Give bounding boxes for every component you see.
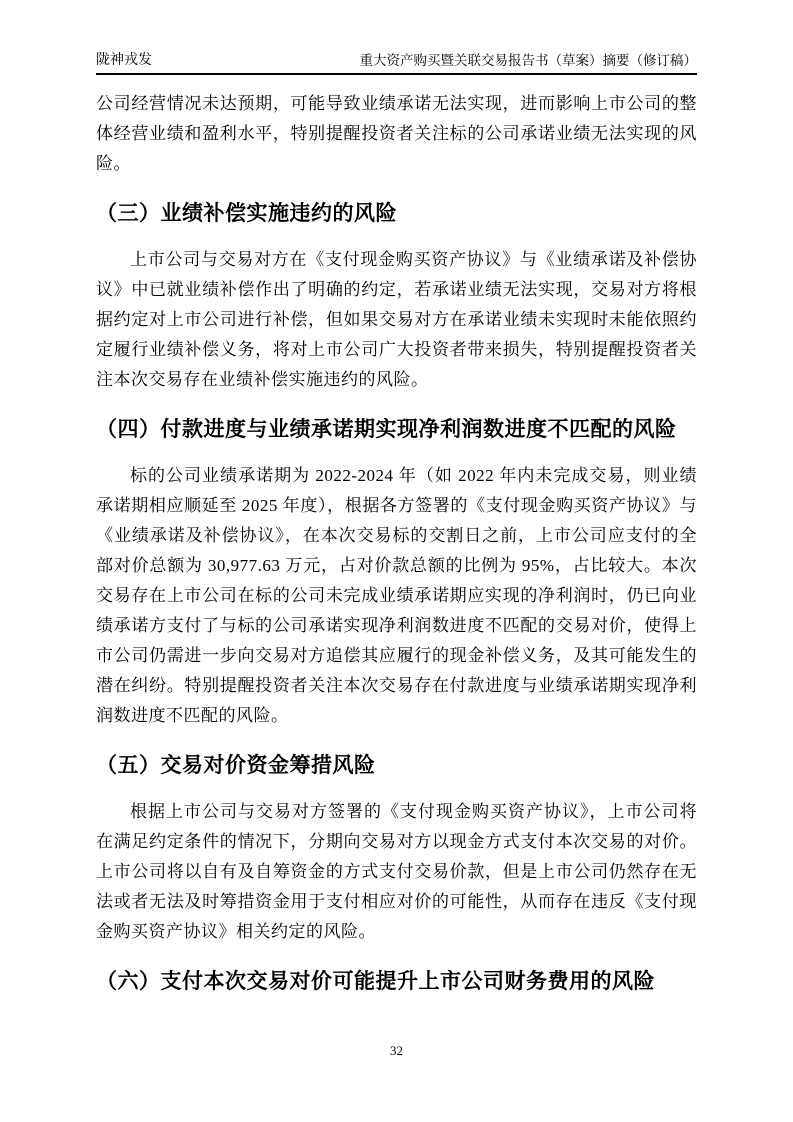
body-paragraph: 根据上市公司与交易对方签署的《支付现金购买资产协议》，上市公司将在满足约定条件的情况下，分期向交易对方以现金方式支付本次交易的对价。上市公司将以自有及自筹资金的方式支付交易价款，但是上市公司仍然存在无法或者无法及时筹措资金用于支付相应对价的可能性，从而存在违反《支付现金购买资产协议》相关约定的风险。	[96, 802, 697, 941]
document-content	[96, 89, 697, 995]
section-heading-5: （五）交易对价资金筹措风险	[96, 754, 376, 777]
body-paragraph: 上市公司与交易对方在《支付现金购买资产协议》与《业绩承诺及补偿协议》中已就业绩补偿作出了明确的约定，若承诺业绩无法实现，交易对方将根据约定对上市公司进行补偿，但如果交易对方在承诺业绩未实现时未能依照约定履行业绩补偿义务，将对上市公司广大投资者带来损失，特别提醒投资者关注本次交易存在业绩补偿实施违约的风险。	[96, 250, 697, 389]
header-company-name: 陇神戎发	[96, 53, 152, 68]
page-number: 32	[390, 1043, 403, 1058]
section-heading-3: （三）业绩补偿实施违约的风险	[96, 202, 397, 225]
body-paragraph-continuation: 公司经营情况未达预期，可能导致业绩承诺无法实现，进而影响上市公司的整体经营业绩和盈利水平，特别提醒投资者关注标的公司承诺业绩无法实现的风险。	[96, 94, 697, 173]
section-heading-6: （六）支付本次交易对价可能提升上市公司财务费用的风险	[96, 970, 655, 993]
header-document-title: 重大资产购买暨关联交易报告书（草案）摘要（修订稿）	[359, 53, 697, 68]
section-heading-4: （四）付款进度与业绩承诺期实现净利润数进度不匹配的风险	[96, 418, 677, 441]
page-footer	[0, 1042, 793, 1060]
body-paragraph: 标的公司业绩承诺期为 2022-2024 年（如 2022 年内未完成交易，则业绩承诺期相应顺延至 2025 年度），根据各方签署的《支付现金购买资产协议》与《业绩承诺及补偿协议》，在本次交易标的交割日之前，上市公司应支付的全部对价总额为 30,977.63 万元，占对价款总额的比例为 95%，占比较大。本次交易存在上市公司在标的公司未完成业绩承诺期应实现的净利润时，仍已向业绩承诺方支付了与标的公司承诺实现净利润数进度不匹配的交易对价，使得上市公司仍需进一步向交易对方追偿其应履行的现金补偿义务，及其可能发生的潜在纠纷。特别提醒投资者关注本次交易存在付款进度与业绩承诺期实现净利润数进度不匹配的风险。	[96, 466, 697, 725]
page-header	[96, 52, 697, 75]
